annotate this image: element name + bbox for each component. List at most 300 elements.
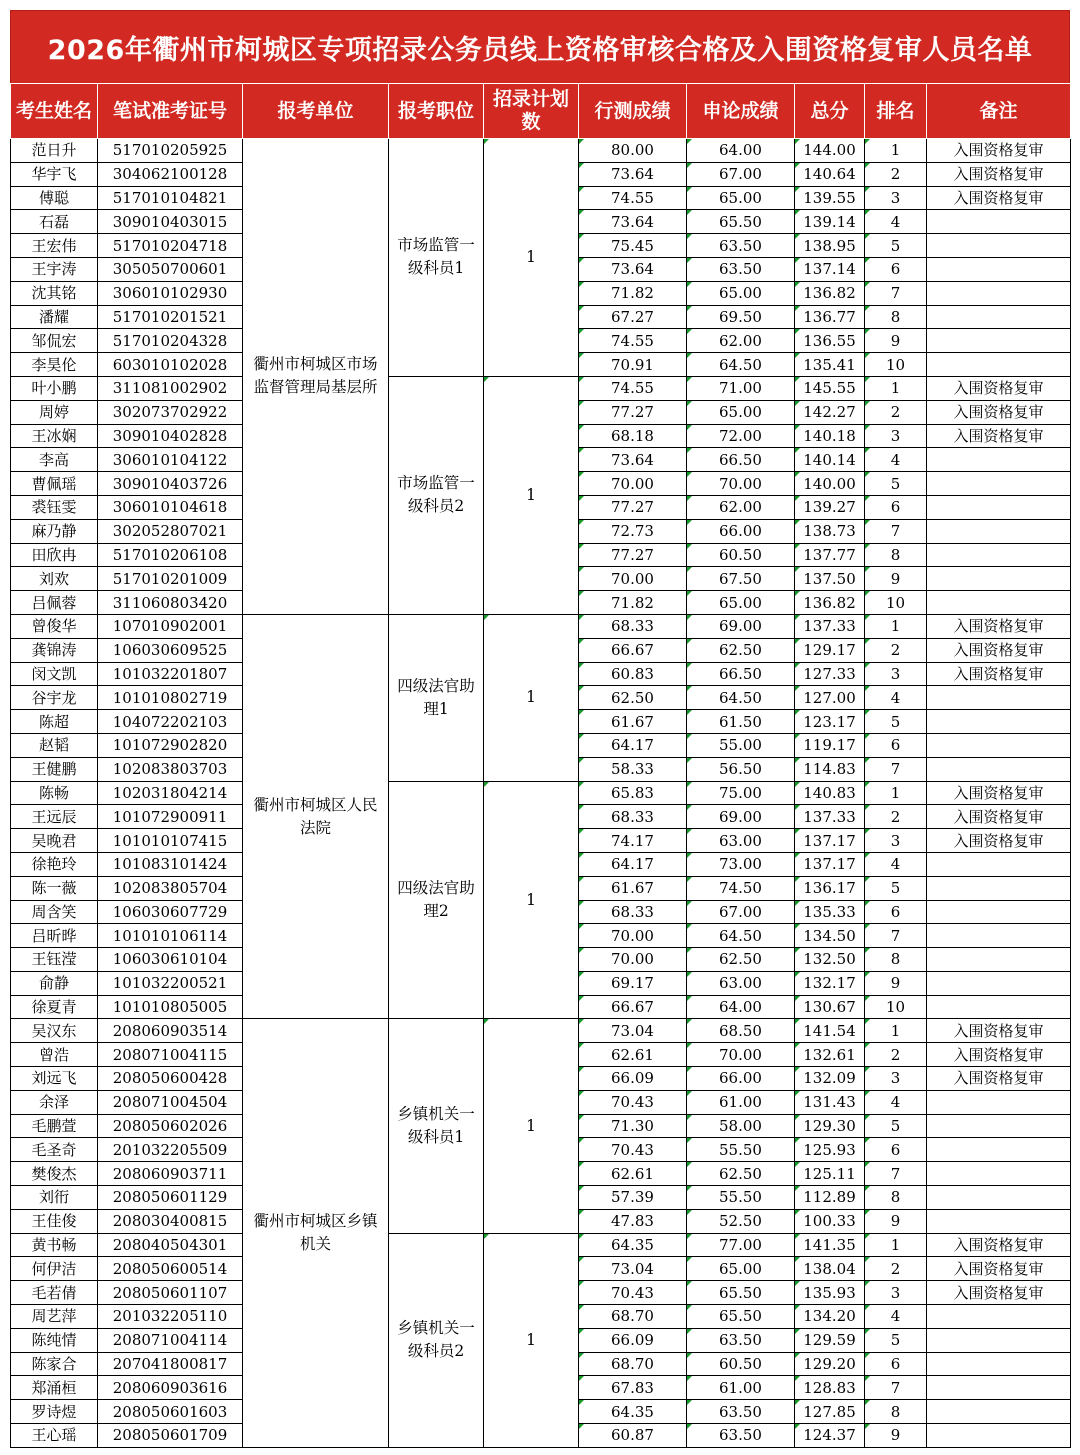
shenlun-score: 63.50 [687, 1400, 795, 1424]
xingce-score: 73.64 [579, 162, 687, 186]
candidate-name: 余泽 [11, 1090, 98, 1114]
total-score: 140.14 [795, 448, 865, 472]
exam-id: 101072900911 [98, 805, 243, 829]
rank: 3 [865, 186, 927, 210]
total-score: 129.17 [795, 638, 865, 662]
rank: 8 [865, 1186, 927, 1210]
rank: 3 [865, 1067, 927, 1091]
shenlun-score: 63.50 [687, 1424, 795, 1448]
xingce-score: 73.64 [579, 257, 687, 281]
rank: 9 [865, 1424, 927, 1448]
exam-id: 302073702922 [98, 400, 243, 424]
total-score: 140.83 [795, 781, 865, 805]
note [927, 710, 1071, 734]
total-score: 135.93 [795, 1281, 865, 1305]
candidate-rows [11, 139, 1071, 1448]
plan-count: 1 [484, 781, 579, 1019]
exam-id: 603010102028 [98, 353, 243, 377]
position-cell: 乡镇机关一级科员1 [389, 1019, 484, 1233]
total-score: 128.83 [795, 1376, 865, 1400]
candidate-name: 王心瑶 [11, 1424, 98, 1448]
xingce-score: 64.17 [579, 733, 687, 757]
shenlun-score: 52.50 [687, 1209, 795, 1233]
total-score: 114.83 [795, 757, 865, 781]
exam-id: 106030609525 [98, 638, 243, 662]
total-score: 141.35 [795, 1233, 865, 1257]
total-score: 138.04 [795, 1257, 865, 1281]
exam-id: 208050602026 [98, 1114, 243, 1138]
rank: 8 [865, 948, 927, 972]
rank: 1 [865, 1019, 927, 1043]
note [927, 567, 1071, 591]
table-row [11, 139, 1071, 163]
exam-id: 309010403726 [98, 472, 243, 496]
candidate-name: 麻乃静 [11, 519, 98, 543]
exam-id: 101010106114 [98, 924, 243, 948]
total-score: 136.55 [795, 329, 865, 353]
xingce-score: 62.50 [579, 686, 687, 710]
rank: 1 [865, 1233, 927, 1257]
xingce-score: 69.17 [579, 971, 687, 995]
rank: 3 [865, 1281, 927, 1305]
rank: 5 [865, 472, 927, 496]
total-score: 129.59 [795, 1328, 865, 1352]
note: 入围资格复审 [927, 614, 1071, 638]
xingce-score: 71.82 [579, 591, 687, 615]
shenlun-score: 63.00 [687, 971, 795, 995]
exam-id: 102083805704 [98, 876, 243, 900]
candidate-name: 曾浩 [11, 1043, 98, 1067]
shenlun-score: 77.00 [687, 1233, 795, 1257]
total-score: 144.00 [795, 139, 865, 163]
shenlun-score: 65.00 [687, 186, 795, 210]
note [927, 543, 1071, 567]
exam-id: 302052807021 [98, 519, 243, 543]
candidate-name: 郑涌桓 [11, 1376, 98, 1400]
note [927, 1138, 1071, 1162]
total-score: 129.30 [795, 1114, 865, 1138]
total-score: 137.14 [795, 257, 865, 281]
exam-id: 517010201009 [98, 567, 243, 591]
total-score: 137.77 [795, 543, 865, 567]
total-score: 138.73 [795, 519, 865, 543]
candidate-name: 谷宇龙 [11, 686, 98, 710]
note: 入围资格复审 [927, 829, 1071, 853]
exam-id: 208050601129 [98, 1186, 243, 1210]
candidate-name: 吕佩蓉 [11, 591, 98, 615]
candidate-name: 陈家合 [11, 1352, 98, 1376]
note [927, 234, 1071, 258]
xingce-score: 74.55 [579, 186, 687, 210]
candidate-name: 叶小鹏 [11, 376, 98, 400]
candidate-name: 王宏伟 [11, 234, 98, 258]
note [927, 1352, 1071, 1376]
candidate-name: 毛若倩 [11, 1281, 98, 1305]
candidate-name: 何伊洁 [11, 1257, 98, 1281]
rank: 1 [865, 376, 927, 400]
total-score: 127.33 [795, 662, 865, 686]
total-score: 136.82 [795, 281, 865, 305]
exam-id: 517010204328 [98, 329, 243, 353]
note [927, 495, 1071, 519]
candidate-name: 王钰滢 [11, 948, 98, 972]
note: 入围资格复审 [927, 424, 1071, 448]
xingce-score: 68.70 [579, 1305, 687, 1329]
rank: 4 [865, 852, 927, 876]
exam-id: 201032205509 [98, 1138, 243, 1162]
xingce-score: 68.33 [579, 900, 687, 924]
shenlun-score: 62.50 [687, 1162, 795, 1186]
exam-id: 306010104618 [98, 495, 243, 519]
shenlun-score: 69.50 [687, 305, 795, 329]
candidate-name: 毛鹏萱 [11, 1114, 98, 1138]
note: 入围资格复审 [927, 186, 1071, 210]
shenlun-score: 65.00 [687, 281, 795, 305]
exam-id: 309010403015 [98, 210, 243, 234]
rank: 5 [865, 876, 927, 900]
exam-id: 208050600514 [98, 1257, 243, 1281]
shenlun-score: 69.00 [687, 805, 795, 829]
shenlun-score: 72.00 [687, 424, 795, 448]
shenlun-score: 61.00 [687, 1376, 795, 1400]
total-score: 145.55 [795, 376, 865, 400]
rank: 10 [865, 353, 927, 377]
position-cell: 乡镇机关一级科员2 [389, 1233, 484, 1447]
plan-count: 1 [484, 1019, 579, 1233]
position-cell: 四级法官助理2 [389, 781, 484, 1019]
shenlun-score: 61.00 [687, 1090, 795, 1114]
shenlun-score: 64.50 [687, 924, 795, 948]
exam-id: 107010902001 [98, 614, 243, 638]
xingce-score: 70.00 [579, 948, 687, 972]
unit-cell: 衢州市柯城区人民法院 [243, 614, 389, 1019]
total-score: 137.17 [795, 852, 865, 876]
note [927, 1305, 1071, 1329]
candidate-name: 王健鹏 [11, 757, 98, 781]
total-score: 132.61 [795, 1043, 865, 1067]
total-score: 129.20 [795, 1352, 865, 1376]
shenlun-score: 55.50 [687, 1186, 795, 1210]
rank: 10 [865, 591, 927, 615]
xingce-score: 70.43 [579, 1281, 687, 1305]
candidate-name: 王佳俊 [11, 1209, 98, 1233]
xingce-score: 74.55 [579, 376, 687, 400]
table-row [11, 376, 1071, 400]
total-score: 136.17 [795, 876, 865, 900]
total-score: 135.33 [795, 900, 865, 924]
candidate-name: 刘衎 [11, 1186, 98, 1210]
col-header-plan: 招录计划数 [484, 84, 579, 139]
exam-id: 208050601603 [98, 1400, 243, 1424]
note [927, 757, 1071, 781]
candidate-name: 曾俊华 [11, 614, 98, 638]
note: 入围资格复审 [927, 662, 1071, 686]
rank: 6 [865, 900, 927, 924]
xingce-score: 65.83 [579, 781, 687, 805]
candidate-name: 徐艳玲 [11, 852, 98, 876]
note [927, 948, 1071, 972]
shenlun-score: 70.00 [687, 1043, 795, 1067]
xingce-score: 77.27 [579, 400, 687, 424]
rank: 7 [865, 757, 927, 781]
shenlun-score: 62.50 [687, 948, 795, 972]
shenlun-score: 65.50 [687, 1305, 795, 1329]
note: 入围资格复审 [927, 400, 1071, 424]
note: 入围资格复审 [927, 638, 1071, 662]
exam-id: 207041800817 [98, 1352, 243, 1376]
rank: 6 [865, 733, 927, 757]
candidate-name: 樊俊杰 [11, 1162, 98, 1186]
note: 入围资格复审 [927, 1281, 1071, 1305]
total-score: 136.77 [795, 305, 865, 329]
candidate-name: 陈超 [11, 710, 98, 734]
xingce-score: 62.61 [579, 1162, 687, 1186]
shenlun-score: 63.50 [687, 257, 795, 281]
shenlun-score: 65.50 [687, 210, 795, 234]
note: 入围资格复审 [927, 162, 1071, 186]
candidate-name: 李昊伦 [11, 353, 98, 377]
rank: 4 [865, 210, 927, 234]
exam-id: 104072202103 [98, 710, 243, 734]
total-score: 112.89 [795, 1186, 865, 1210]
exam-id: 517010104821 [98, 186, 243, 210]
xingce-score: 67.27 [579, 305, 687, 329]
exam-id: 102083803703 [98, 757, 243, 781]
total-score: 130.67 [795, 995, 865, 1019]
note: 入围资格复审 [927, 781, 1071, 805]
col-header-total: 总分 [795, 84, 865, 139]
xingce-score: 61.67 [579, 876, 687, 900]
rank: 7 [865, 924, 927, 948]
shenlun-score: 56.50 [687, 757, 795, 781]
xingce-score: 47.83 [579, 1209, 687, 1233]
candidate-name: 周婷 [11, 400, 98, 424]
exam-id: 309010402828 [98, 424, 243, 448]
note: 入围资格复审 [927, 1067, 1071, 1091]
candidate-name: 刘远飞 [11, 1067, 98, 1091]
shenlun-score: 67.50 [687, 567, 795, 591]
candidate-name: 石磊 [11, 210, 98, 234]
rank: 2 [865, 162, 927, 186]
xingce-score: 66.09 [579, 1328, 687, 1352]
rank: 9 [865, 971, 927, 995]
total-score: 139.27 [795, 495, 865, 519]
shenlun-score: 75.00 [687, 781, 795, 805]
shenlun-score: 62.00 [687, 329, 795, 353]
note: 入围资格复审 [927, 376, 1071, 400]
exam-id: 208060903711 [98, 1162, 243, 1186]
candidate-name: 邹侃宏 [11, 329, 98, 353]
note: 入围资格复审 [927, 1233, 1071, 1257]
rank: 7 [865, 519, 927, 543]
table-row [11, 1019, 1071, 1043]
shenlun-score: 68.50 [687, 1019, 795, 1043]
col-header-name: 考生姓名 [11, 84, 98, 139]
xingce-score: 70.43 [579, 1138, 687, 1162]
total-score: 132.17 [795, 971, 865, 995]
plan-count: 1 [484, 139, 579, 377]
exam-id: 101072902820 [98, 733, 243, 757]
exam-id: 208030400815 [98, 1209, 243, 1233]
col-header-xingce: 行测成绩 [579, 84, 687, 139]
plan-count: 1 [484, 376, 579, 614]
total-score: 137.17 [795, 829, 865, 853]
xingce-score: 57.39 [579, 1186, 687, 1210]
position-cell: 市场监管一级科员1 [389, 139, 484, 377]
total-score: 119.17 [795, 733, 865, 757]
rank: 2 [865, 1257, 927, 1281]
roster-sheet [10, 10, 1070, 1448]
rank: 4 [865, 686, 927, 710]
note [927, 448, 1071, 472]
document-title: 2026年衢州市柯城区专项招录公务员线上资格审核合格及入围资格复审人员名单 [10, 10, 1070, 83]
shenlun-score: 64.00 [687, 139, 795, 163]
rank: 4 [865, 1090, 927, 1114]
note [927, 281, 1071, 305]
xingce-score: 70.00 [579, 567, 687, 591]
xingce-score: 61.67 [579, 710, 687, 734]
total-score: 124.37 [795, 1424, 865, 1448]
shenlun-score: 66.00 [687, 1067, 795, 1091]
note [927, 305, 1071, 329]
exam-id: 106030607729 [98, 900, 243, 924]
note [927, 1186, 1071, 1210]
candidate-name: 陈一薇 [11, 876, 98, 900]
col-header-unit: 报考单位 [243, 84, 389, 139]
total-score: 140.64 [795, 162, 865, 186]
candidate-name: 罗诗煜 [11, 1400, 98, 1424]
xingce-score: 73.04 [579, 1257, 687, 1281]
xingce-score: 64.35 [579, 1400, 687, 1424]
rank: 2 [865, 1043, 927, 1067]
total-score: 137.33 [795, 805, 865, 829]
exam-id: 208071004114 [98, 1328, 243, 1352]
shenlun-score: 65.50 [687, 1281, 795, 1305]
rank: 8 [865, 543, 927, 567]
candidate-name: 裘钰雯 [11, 495, 98, 519]
xingce-score: 74.17 [579, 829, 687, 853]
shenlun-score: 62.50 [687, 638, 795, 662]
xingce-score: 64.35 [579, 1233, 687, 1257]
candidate-name: 王冰娴 [11, 424, 98, 448]
xingce-score: 58.33 [579, 757, 687, 781]
shenlun-score: 65.00 [687, 400, 795, 424]
note [927, 1424, 1071, 1448]
rank: 6 [865, 495, 927, 519]
note: 入围资格复审 [927, 1257, 1071, 1281]
position-cell: 四级法官助理1 [389, 614, 484, 781]
exam-id: 208050601709 [98, 1424, 243, 1448]
candidate-name: 刘欢 [11, 567, 98, 591]
candidate-table [10, 83, 1071, 1448]
col-header-rank: 排名 [865, 84, 927, 139]
shenlun-score: 65.00 [687, 1257, 795, 1281]
note [927, 900, 1071, 924]
shenlun-score: 69.00 [687, 614, 795, 638]
note [927, 257, 1071, 281]
xingce-score: 60.83 [579, 662, 687, 686]
candidate-name: 毛圣奇 [11, 1138, 98, 1162]
xingce-score: 66.67 [579, 995, 687, 1019]
exam-id: 208060903616 [98, 1376, 243, 1400]
shenlun-score: 64.50 [687, 353, 795, 377]
note [927, 1114, 1071, 1138]
shenlun-score: 67.00 [687, 900, 795, 924]
xingce-score: 77.27 [579, 495, 687, 519]
candidate-name: 王远辰 [11, 805, 98, 829]
shenlun-score: 63.00 [687, 829, 795, 853]
rank: 2 [865, 638, 927, 662]
rank: 7 [865, 1376, 927, 1400]
col-header-note: 备注 [927, 84, 1071, 139]
rank: 1 [865, 781, 927, 805]
note [927, 876, 1071, 900]
xingce-score: 66.09 [579, 1067, 687, 1091]
exam-id: 311081002902 [98, 376, 243, 400]
candidate-name: 陈纯情 [11, 1328, 98, 1352]
rank: 6 [865, 1138, 927, 1162]
exam-id: 101010802719 [98, 686, 243, 710]
exam-id: 208071004115 [98, 1043, 243, 1067]
exam-id: 102031804214 [98, 781, 243, 805]
xingce-score: 64.17 [579, 852, 687, 876]
note [927, 591, 1071, 615]
exam-id: 208040504301 [98, 1233, 243, 1257]
candidate-name: 李高 [11, 448, 98, 472]
total-score: 139.14 [795, 210, 865, 234]
exam-id: 517010205925 [98, 139, 243, 163]
xingce-score: 73.64 [579, 210, 687, 234]
note: 入围资格复审 [927, 1043, 1071, 1067]
shenlun-score: 61.50 [687, 710, 795, 734]
rank: 8 [865, 1400, 927, 1424]
total-score: 135.41 [795, 353, 865, 377]
note [927, 1209, 1071, 1233]
exam-id: 106030610104 [98, 948, 243, 972]
xingce-score: 73.04 [579, 1019, 687, 1043]
rank: 2 [865, 805, 927, 829]
total-score: 132.09 [795, 1067, 865, 1091]
shenlun-score: 62.00 [687, 495, 795, 519]
total-score: 125.11 [795, 1162, 865, 1186]
xingce-score: 77.27 [579, 543, 687, 567]
note [927, 1376, 1071, 1400]
shenlun-score: 66.00 [687, 519, 795, 543]
total-score: 125.93 [795, 1138, 865, 1162]
note: 入围资格复审 [927, 139, 1071, 163]
note [927, 210, 1071, 234]
xingce-score: 71.30 [579, 1114, 687, 1138]
shenlun-score: 66.50 [687, 448, 795, 472]
shenlun-score: 63.50 [687, 1328, 795, 1352]
total-score: 132.50 [795, 948, 865, 972]
total-score: 100.33 [795, 1209, 865, 1233]
exam-id: 517010206108 [98, 543, 243, 567]
note [927, 1328, 1071, 1352]
rank: 10 [865, 995, 927, 1019]
rank: 8 [865, 305, 927, 329]
shenlun-score: 66.50 [687, 662, 795, 686]
note [927, 995, 1071, 1019]
xingce-score: 71.82 [579, 281, 687, 305]
rank: 7 [865, 281, 927, 305]
rank: 9 [865, 1209, 927, 1233]
plan-count: 1 [484, 614, 579, 781]
candidate-name: 龚锦涛 [11, 638, 98, 662]
note [927, 472, 1071, 496]
rank: 7 [865, 1162, 927, 1186]
exam-id: 517010201521 [98, 305, 243, 329]
